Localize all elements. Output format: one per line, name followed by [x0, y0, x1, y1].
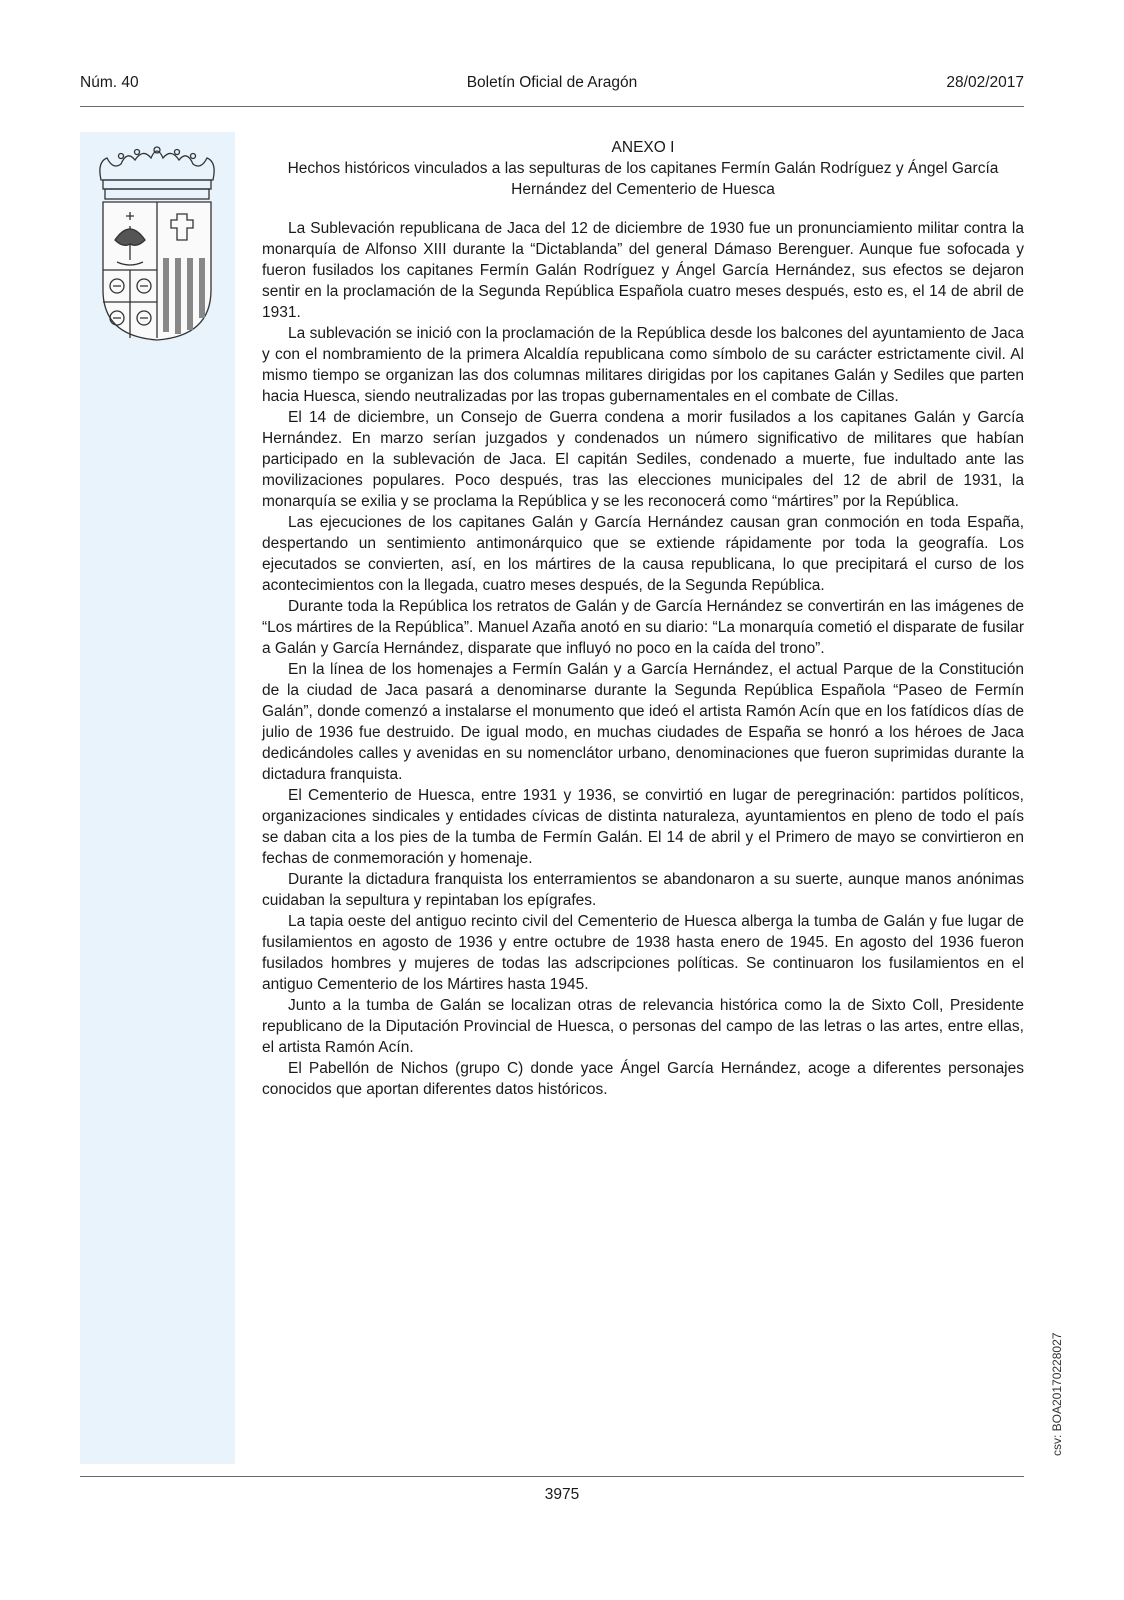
annex-title: ANEXO I	[611, 139, 675, 156]
sidebar-band	[80, 132, 235, 1464]
document-body	[262, 137, 1024, 1100]
paragraph: El Pabellón de Nichos (grupo C) donde yace Ángel García Hernández, acoge a diferentes personajes conocidos que aportan diferentes datos históricos.	[262, 1060, 1024, 1098]
coat-of-arms-icon	[91, 140, 223, 346]
paragraph: La tapia oeste del antiguo recinto civil del Cementerio de Huesca alberga la tumba de Galán y fue lugar de fusilamientos en agosto de 1936 y entre octubre de 1938 hasta enero de 1945. En agosto del 1936 fueron fusilados hombres y mujeres de todas las adscripciones políticas. Se continuaron los fusilamientos en el antiguo Cementerio de los Mártires hasta 1945.	[262, 913, 1024, 993]
issue-number: Núm. 40	[80, 74, 139, 91]
paragraph: El Cementerio de Huesca, entre 1931 y 1936, se convirtió en lugar de peregrinación: partidos políticos, organizaciones sindicales y entidades cívicas de distinta naturaleza, ayuntamientos en pleno de todo el país se daban cita a los pies de la tumba de Fermín Galán. El 14 de abril y el Primero de mayo se convirtieron en fechas de conmemoración y homenaje.	[262, 787, 1024, 867]
publication-date: 28/02/2017	[946, 74, 1024, 91]
paragraph: El 14 de diciembre, un Consejo de Guerra condena a morir fusilados a los capitanes Galán y García Hernández. En marzo serían juzgados y condenados un número significativo de militares que habían participado en la sublevación de Jaca. El capitán Sediles, condenado a muerte, fue indultado ante las movilizaciones populares. Poco después, tras las elecciones municipales del 12 de abril de 1931, la monarquía se exilia y se proclama la República y se les reconocerá como “mártires” por la República.	[262, 409, 1024, 510]
paragraph: Durante toda la República los retratos de Galán y de García Hernández se convertirán en las imágenes de “Los mártires de la República”. Manuel Azaña anotó en su diario: “La monarquía cometió el disparate de fusilar a Galán y García Hernández, disparate que influyó no poco en la caída del trono”.	[262, 598, 1024, 657]
page-number: 3975	[544, 1486, 580, 1503]
page-header	[80, 74, 1024, 96]
footer-divider	[80, 1476, 1024, 1477]
paragraph: En la línea de los homenajes a Fermín Galán y a García Hernández, el actual Parque de la Constitución de la ciudad de Jaca pasará a denominarse durante la Segunda República Española “Paseo de Fermín Galán”, donde comenzó a instalarse el monumento que ideó el artista Ramón Acín que en los fatídicos días de julio de 1936 fue destruido. De igual modo, en muchas ciudades de España se honró a los héroes de Jaca dedicándoles calles y avenidas en su nomenclátor urbano, denominaciones que fueron suprimidas durante la dictadura franquista.	[262, 661, 1024, 783]
header-divider	[80, 106, 1024, 107]
annex-subtitle: Hechos históricos vinculados a las sepulturas de los capitanes Fermín Galán Rodríguez y Ángel García Hernández del Cementerio de Huesca	[287, 160, 999, 198]
publication-title: Boletín Oficial de Aragón	[466, 74, 638, 91]
paragraph: La Sublevación republicana de Jaca del 12 de diciembre de 1930 fue un pronunciamiento militar contra la monarquía de Alfonso XIII durante la “Dictablanda” del general Dámaso Berenguer. Aunque fue sofocada y fueron fusilados los capitanes Fermín Galán Rodríguez y Ángel García Hernández, sus efectos se dejaron sentir en la proclamación de la Segunda República Española cuatro meses después, esto es, el 14 de abril de 1931.	[262, 220, 1024, 321]
csv-code: csv: BOA20170228027	[1050, 1332, 1064, 1456]
paragraph: La sublevación se inició con la proclamación de la República desde los balcones del ayuntamiento de Jaca y con el nombramiento de la primera Alcaldía republicana como símbolo de su carácter estrictamente civil. Al mismo tiempo se organizan las dos columnas militares dirigidas por los capitanes Galán y Sediles que parten hacia Huesca, siendo neutralizadas por las tropas gubernamentales en el combate de Cillas.	[262, 325, 1024, 405]
paragraph: Las ejecuciones de los capitanes Galán y García Hernández causan gran conmoción en toda España, despertando un sentimiento antimonárquico que se extiende rápidamente por toda la geografía. Los ejecutados se convierten, así, en los mártires de la causa republicana, lo que precipitará el curso de los acontecimientos con la llegada, cuatro meses después, de la Segunda República.	[262, 514, 1024, 594]
paragraph: Junto a la tumba de Galán se localizan otras de relevancia histórica como la de Sixto Coll, Presidente republicano de la Diputación Provincial de Huesca, o personas del campo de las letras o las artes, entre ellas, el artista Ramón Acín.	[262, 997, 1024, 1056]
paragraph: Durante la dictadura franquista los enterramientos se abandonaron a su suerte, aunque manos anónimas cuidaban la sepultura y repintaban los epígrafes.	[262, 871, 1024, 909]
